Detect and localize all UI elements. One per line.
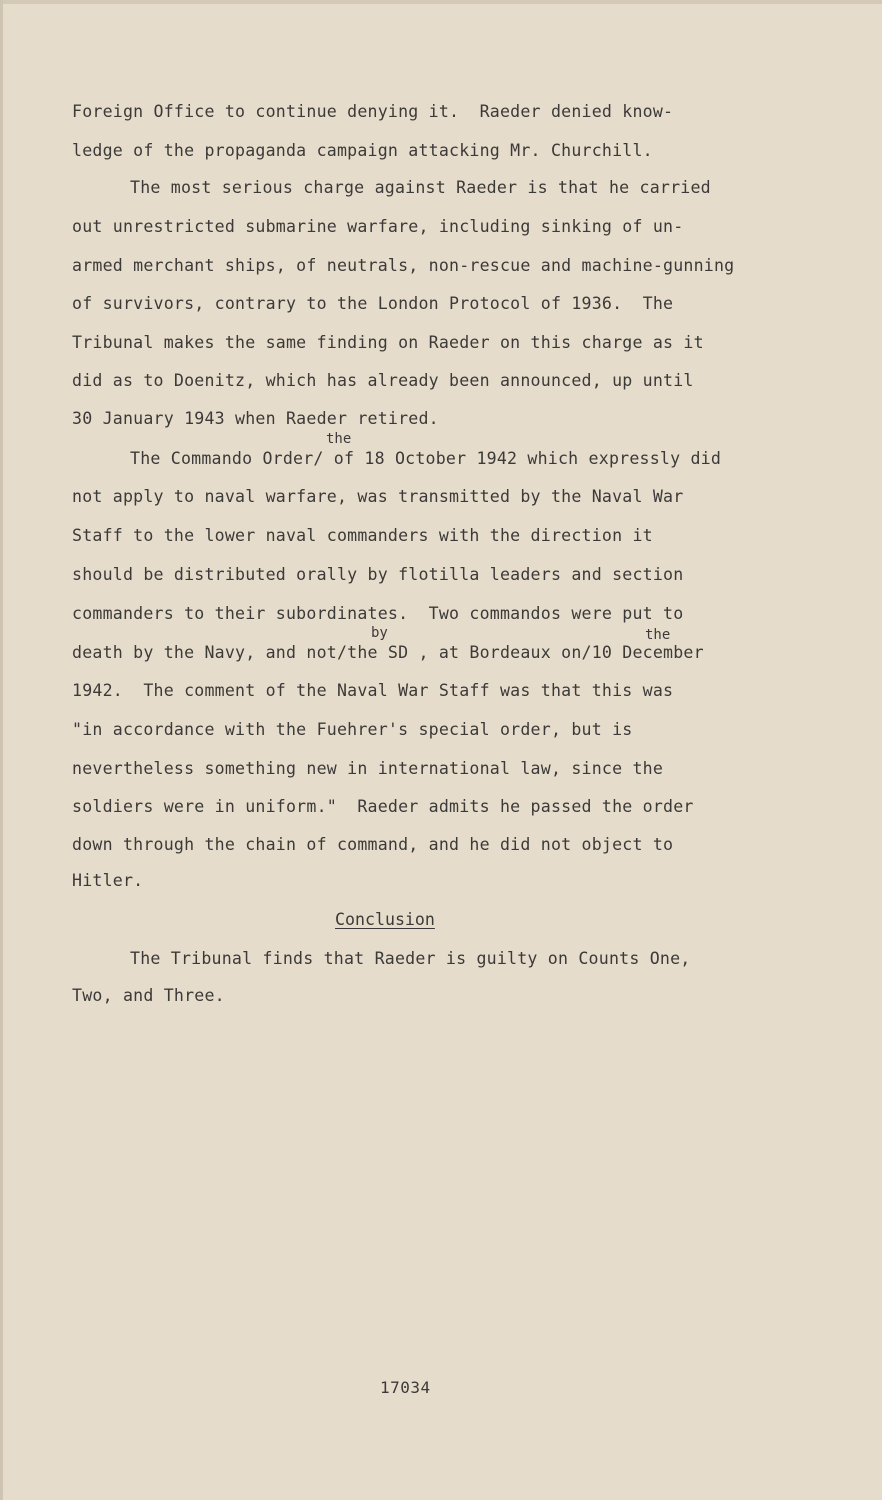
paragraph-3-line-8: "in accordance with the Fuehrer's special order, but is	[72, 720, 633, 739]
paragraph-3-line-1: The Commando Order/ of 18 October 1942 which expressly did	[130, 449, 722, 468]
paragraph-3-line-6: death by the Navy, and not/the SD , at Bordeaux on/10 December	[72, 643, 704, 662]
paragraph-2-line-3: armed merchant ships, of neutrals, non-rescue and machine-gunning	[72, 256, 735, 275]
paragraph-3-line-2: not apply to naval warfare, was transmitted by the Naval War	[72, 487, 684, 506]
paragraph-2-line-6: did as to Doenitz, which has already been announced, up until	[72, 371, 694, 390]
paragraph-1-line-1: Foreign Office to continue denying it. Raeder denied know-	[72, 102, 674, 121]
paragraph-2-line-4: of survivors, contrary to the London Protocol of 1936. The	[72, 294, 674, 313]
page-left-edge	[0, 0, 3, 1500]
paragraph-3-line-9: nevertheless something new in international law, since the	[72, 759, 664, 778]
paragraph-3-line-10: soldiers were in uniform." Raeder admits he passed the order	[72, 797, 694, 816]
conclusion-line-2: Two, and Three.	[72, 986, 225, 1005]
paragraph-3-line-3: Staff to the lower naval commanders with the direction it	[72, 526, 653, 545]
conclusion-heading: Conclusion	[335, 910, 435, 929]
page-top-edge	[0, 0, 882, 4]
paragraph-1-line-2: ledge of the propaganda campaign attacking Mr. Churchill.	[72, 141, 653, 160]
paragraph-2-line-5: Tribunal makes the same finding on Raeder on this charge as it	[72, 333, 704, 352]
insertion-order-the: the	[326, 431, 352, 447]
paragraph-3-line-12: Hitler.	[72, 871, 144, 890]
conclusion-line-1: The Tribunal finds that Raeder is guilty on Counts One,	[130, 949, 691, 968]
paragraph-3-line-11: down through the chain of command, and he did not object to	[72, 835, 674, 854]
paragraph-2-line-7: 30 January 1943 when Raeder retired.	[72, 409, 439, 428]
insertion-on-the: the	[645, 627, 671, 643]
page-number: 17034	[380, 1378, 431, 1397]
insertion-not-by: by	[371, 625, 388, 641]
paragraph-2-line-1: The most serious charge against Raeder is that he carried	[130, 178, 711, 197]
paragraph-3-line-4: should be distributed orally by flotilla leaders and section	[72, 565, 684, 584]
paragraph-2-line-2: out unrestricted submarine warfare, including sinking of un-	[72, 217, 684, 236]
paragraph-3-line-5: commanders to their subordinates. Two commandos were put to	[72, 604, 684, 623]
paragraph-3-line-7: 1942. The comment of the Naval War Staff was that this was	[72, 681, 674, 700]
